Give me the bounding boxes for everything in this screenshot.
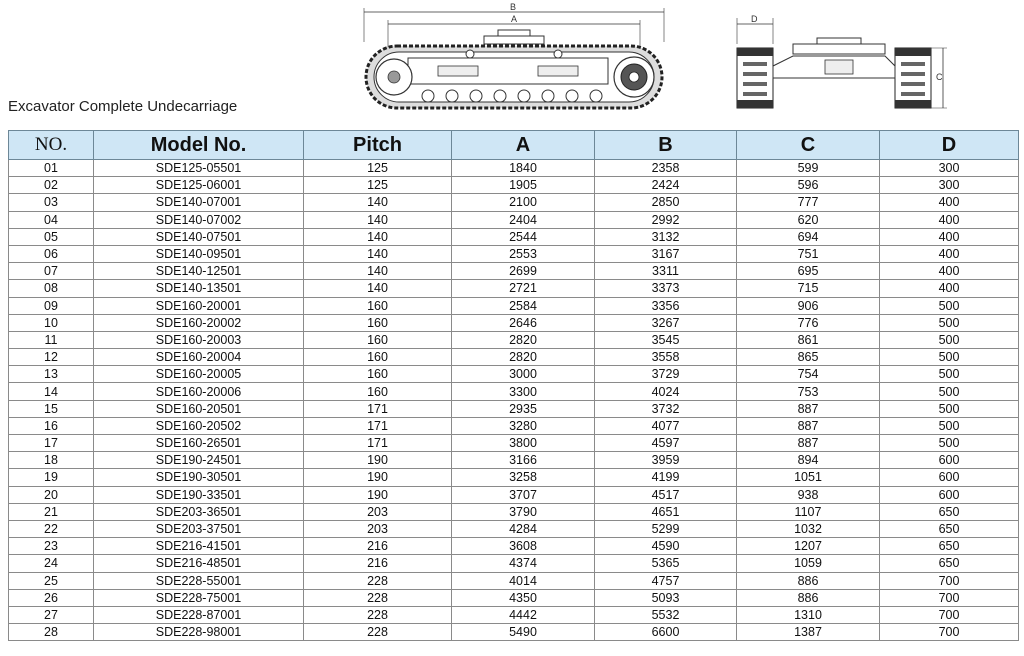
cell-no: 11	[9, 331, 94, 348]
cell-d: 400	[880, 211, 1019, 228]
cell-a: 3166	[452, 452, 595, 469]
cell-a: 1905	[452, 177, 595, 194]
cell-d: 500	[880, 383, 1019, 400]
cell-c: 894	[737, 452, 880, 469]
cell-a: 3280	[452, 417, 595, 434]
table-row	[9, 606, 1019, 623]
cell-pitch: 228	[304, 624, 452, 641]
dimension-c-label: C	[936, 72, 943, 82]
cell-c: 777	[737, 194, 880, 211]
cell-d: 600	[880, 486, 1019, 503]
cell-d: 300	[880, 160, 1019, 177]
table-row	[9, 452, 1019, 469]
page-title: Excavator Complete Undecarriage	[8, 98, 238, 115]
table-header-row	[9, 131, 1019, 160]
cell-c: 887	[737, 417, 880, 434]
cell-no: 20	[9, 486, 94, 503]
cell-no: 03	[9, 194, 94, 211]
dimension-b-label: B	[510, 2, 517, 12]
cell-c: 754	[737, 366, 880, 383]
cell-no: 01	[9, 160, 94, 177]
cell-d: 500	[880, 435, 1019, 452]
undercarriage-side-view-diagram	[358, 2, 676, 110]
cell-model: SDE190-30501	[94, 469, 304, 486]
cell-model: SDE228-87001	[94, 606, 304, 623]
cell-c: 694	[737, 228, 880, 245]
cell-b: 2992	[595, 211, 737, 228]
cell-a: 4350	[452, 589, 595, 606]
cell-a: 2404	[452, 211, 595, 228]
cell-pitch: 140	[304, 280, 452, 297]
cell-model: SDE160-20003	[94, 331, 304, 348]
cell-b: 3729	[595, 366, 737, 383]
cell-b: 3959	[595, 452, 737, 469]
cell-no: 02	[9, 177, 94, 194]
table-row	[9, 314, 1019, 331]
cell-b: 5365	[595, 555, 737, 572]
cell-pitch: 160	[304, 383, 452, 400]
cell-a: 3707	[452, 486, 595, 503]
table-row	[9, 624, 1019, 641]
cell-pitch: 140	[304, 211, 452, 228]
cell-no: 08	[9, 280, 94, 297]
cell-pitch: 203	[304, 520, 452, 537]
cell-pitch: 171	[304, 435, 452, 452]
cell-b: 3545	[595, 331, 737, 348]
cell-model: SDE160-20501	[94, 400, 304, 417]
cell-c: 886	[737, 572, 880, 589]
table-row	[9, 538, 1019, 555]
cell-model: SDE160-20001	[94, 297, 304, 314]
cell-model: SDE125-06001	[94, 177, 304, 194]
cell-c: 776	[737, 314, 880, 331]
cell-a: 3790	[452, 503, 595, 520]
cell-pitch: 228	[304, 606, 452, 623]
cell-d: 300	[880, 177, 1019, 194]
table-row	[9, 349, 1019, 366]
cell-b: 4757	[595, 572, 737, 589]
cell-no: 22	[9, 520, 94, 537]
cell-a: 2721	[452, 280, 595, 297]
cell-b: 4651	[595, 503, 737, 520]
table-row	[9, 366, 1019, 383]
table-row	[9, 177, 1019, 194]
table-row	[9, 400, 1019, 417]
cell-d: 600	[880, 469, 1019, 486]
cell-model: SDE160-20004	[94, 349, 304, 366]
cell-pitch: 190	[304, 469, 452, 486]
cell-no: 18	[9, 452, 94, 469]
cell-pitch: 228	[304, 589, 452, 606]
table-row	[9, 503, 1019, 520]
cell-model: SDE125-05501	[94, 160, 304, 177]
cell-c: 887	[737, 400, 880, 417]
cell-no: 14	[9, 383, 94, 400]
cell-d: 500	[880, 297, 1019, 314]
cell-model: SDE190-24501	[94, 452, 304, 469]
cell-d: 400	[880, 245, 1019, 262]
cell-model: SDE216-41501	[94, 538, 304, 555]
cell-a: 2646	[452, 314, 595, 331]
undercarriage-front-view-diagram	[733, 14, 951, 112]
cell-no: 28	[9, 624, 94, 641]
cell-model: SDE203-37501	[94, 520, 304, 537]
cell-c: 1387	[737, 624, 880, 641]
cell-no: 27	[9, 606, 94, 623]
table-row	[9, 572, 1019, 589]
cell-a: 2100	[452, 194, 595, 211]
cell-model: SDE160-20005	[94, 366, 304, 383]
cell-no: 26	[9, 589, 94, 606]
cell-d: 500	[880, 331, 1019, 348]
cell-a: 3258	[452, 469, 595, 486]
cell-b: 5093	[595, 589, 737, 606]
cell-b: 4024	[595, 383, 737, 400]
cell-c: 938	[737, 486, 880, 503]
cell-d: 700	[880, 606, 1019, 623]
cell-d: 500	[880, 400, 1019, 417]
cell-model: SDE140-09501	[94, 245, 304, 262]
table-row	[9, 211, 1019, 228]
specification-table	[8, 130, 1019, 641]
cell-pitch: 203	[304, 503, 452, 520]
cell-b: 2850	[595, 194, 737, 211]
cell-c: 695	[737, 263, 880, 280]
cell-c: 1051	[737, 469, 880, 486]
cell-b: 5299	[595, 520, 737, 537]
cell-b: 4590	[595, 538, 737, 555]
cell-b: 3167	[595, 245, 737, 262]
cell-model: SDE228-75001	[94, 589, 304, 606]
cell-b: 3267	[595, 314, 737, 331]
cell-no: 24	[9, 555, 94, 572]
table-row	[9, 417, 1019, 434]
cell-d: 500	[880, 366, 1019, 383]
cell-d: 500	[880, 314, 1019, 331]
table-row	[9, 469, 1019, 486]
column-header-pitch: Pitch	[304, 131, 452, 160]
cell-no: 04	[9, 211, 94, 228]
cell-c: 1059	[737, 555, 880, 572]
cell-pitch: 125	[304, 177, 452, 194]
cell-b: 2424	[595, 177, 737, 194]
cell-pitch: 140	[304, 263, 452, 280]
cell-c: 887	[737, 435, 880, 452]
cell-model: SDE140-12501	[94, 263, 304, 280]
cell-b: 4199	[595, 469, 737, 486]
table-row	[9, 263, 1019, 280]
dimension-a-label: A	[511, 14, 518, 24]
cell-pitch: 140	[304, 228, 452, 245]
cell-a: 4284	[452, 520, 595, 537]
cell-pitch: 140	[304, 245, 452, 262]
table-row	[9, 160, 1019, 177]
cell-a: 1840	[452, 160, 595, 177]
cell-a: 3000	[452, 366, 595, 383]
cell-model: SDE228-98001	[94, 624, 304, 641]
cell-b: 4077	[595, 417, 737, 434]
cell-model: SDE160-20006	[94, 383, 304, 400]
cell-model: SDE203-36501	[94, 503, 304, 520]
cell-c: 1207	[737, 538, 880, 555]
column-header-d: D	[880, 131, 1019, 160]
cell-b: 2358	[595, 160, 737, 177]
cell-c: 751	[737, 245, 880, 262]
cell-no: 05	[9, 228, 94, 245]
column-header-c: C	[737, 131, 880, 160]
cell-c: 753	[737, 383, 880, 400]
cell-d: 500	[880, 417, 1019, 434]
cell-model: SDE160-20002	[94, 314, 304, 331]
cell-d: 700	[880, 572, 1019, 589]
cell-d: 400	[880, 263, 1019, 280]
cell-no: 25	[9, 572, 94, 589]
cell-b: 5532	[595, 606, 737, 623]
cell-d: 400	[880, 280, 1019, 297]
cell-no: 10	[9, 314, 94, 331]
table-row	[9, 194, 1019, 211]
cell-b: 3732	[595, 400, 737, 417]
cell-a: 2820	[452, 331, 595, 348]
cell-b: 3558	[595, 349, 737, 366]
cell-pitch: 140	[304, 194, 452, 211]
cell-pitch: 160	[304, 366, 452, 383]
cell-a: 3608	[452, 538, 595, 555]
cell-model: SDE140-07002	[94, 211, 304, 228]
cell-c: 1032	[737, 520, 880, 537]
table-body	[9, 160, 1019, 641]
table-row	[9, 383, 1019, 400]
cell-d: 650	[880, 555, 1019, 572]
cell-a: 2820	[452, 349, 595, 366]
cell-d: 600	[880, 452, 1019, 469]
cell-model: SDE140-07501	[94, 228, 304, 245]
cell-no: 19	[9, 469, 94, 486]
cell-no: 06	[9, 245, 94, 262]
cell-pitch: 228	[304, 572, 452, 589]
cell-d: 400	[880, 194, 1019, 211]
cell-d: 400	[880, 228, 1019, 245]
cell-a: 5490	[452, 624, 595, 641]
cell-no: 21	[9, 503, 94, 520]
cell-no: 09	[9, 297, 94, 314]
cell-a: 3800	[452, 435, 595, 452]
cell-no: 12	[9, 349, 94, 366]
cell-a: 3300	[452, 383, 595, 400]
cell-model: SDE140-07001	[94, 194, 304, 211]
cell-pitch: 160	[304, 314, 452, 331]
cell-c: 620	[737, 211, 880, 228]
cell-b: 4517	[595, 486, 737, 503]
cell-d: 650	[880, 520, 1019, 537]
cell-pitch: 125	[304, 160, 452, 177]
cell-c: 1310	[737, 606, 880, 623]
cell-c: 865	[737, 349, 880, 366]
cell-b: 3373	[595, 280, 737, 297]
cell-d: 700	[880, 589, 1019, 606]
cell-model: SDE216-48501	[94, 555, 304, 572]
table-row	[9, 589, 1019, 606]
column-header-b: B	[595, 131, 737, 160]
table-row	[9, 297, 1019, 314]
column-header-a: A	[452, 131, 595, 160]
cell-pitch: 216	[304, 538, 452, 555]
cell-model: SDE228-55001	[94, 572, 304, 589]
cell-b: 3356	[595, 297, 737, 314]
cell-pitch: 160	[304, 297, 452, 314]
cell-c: 906	[737, 297, 880, 314]
cell-b: 4597	[595, 435, 737, 452]
cell-c: 1107	[737, 503, 880, 520]
cell-c: 596	[737, 177, 880, 194]
cell-b: 3132	[595, 228, 737, 245]
cell-model: SDE160-26501	[94, 435, 304, 452]
table-row	[9, 228, 1019, 245]
table-row	[9, 331, 1019, 348]
cell-d: 650	[880, 538, 1019, 555]
cell-model: SDE160-20502	[94, 417, 304, 434]
table-row	[9, 280, 1019, 297]
cell-pitch: 190	[304, 486, 452, 503]
dimension-d-label: D	[751, 14, 758, 24]
table-row	[9, 555, 1019, 572]
cell-pitch: 171	[304, 417, 452, 434]
cell-a: 2553	[452, 245, 595, 262]
cell-c: 715	[737, 280, 880, 297]
cell-no: 23	[9, 538, 94, 555]
cell-d: 650	[880, 503, 1019, 520]
table-row	[9, 435, 1019, 452]
cell-a: 4014	[452, 572, 595, 589]
cell-no: 15	[9, 400, 94, 417]
cell-no: 07	[9, 263, 94, 280]
cell-pitch: 171	[304, 400, 452, 417]
cell-b: 3311	[595, 263, 737, 280]
cell-pitch: 190	[304, 452, 452, 469]
cell-c: 599	[737, 160, 880, 177]
table-row	[9, 486, 1019, 503]
column-header-model: Model No.	[94, 131, 304, 160]
cell-no: 17	[9, 435, 94, 452]
cell-a: 4374	[452, 555, 595, 572]
cell-a: 2544	[452, 228, 595, 245]
cell-pitch: 216	[304, 555, 452, 572]
cell-d: 500	[880, 349, 1019, 366]
cell-a: 2699	[452, 263, 595, 280]
cell-pitch: 160	[304, 331, 452, 348]
cell-pitch: 160	[304, 349, 452, 366]
table-row	[9, 520, 1019, 537]
cell-c: 861	[737, 331, 880, 348]
cell-model: SDE140-13501	[94, 280, 304, 297]
cell-b: 6600	[595, 624, 737, 641]
column-header-no: NO.	[9, 131, 94, 160]
cell-no: 13	[9, 366, 94, 383]
cell-model: SDE190-33501	[94, 486, 304, 503]
cell-d: 700	[880, 624, 1019, 641]
cell-c: 886	[737, 589, 880, 606]
cell-no: 16	[9, 417, 94, 434]
table-row	[9, 245, 1019, 262]
cell-a: 4442	[452, 606, 595, 623]
cell-a: 2584	[452, 297, 595, 314]
cell-a: 2935	[452, 400, 595, 417]
